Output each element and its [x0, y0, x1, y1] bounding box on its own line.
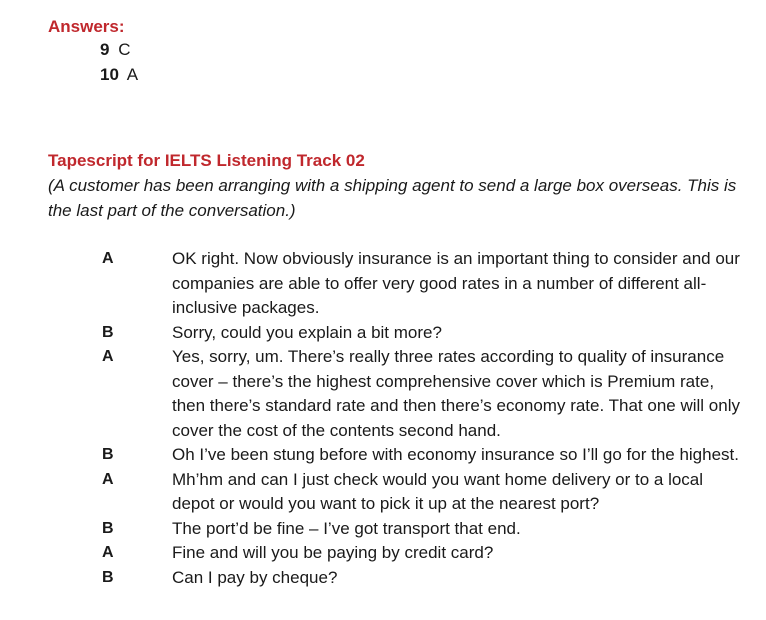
utterance-text: Sorry, could you explain a bit more? [172, 322, 442, 342]
answer-letter: A [126, 65, 139, 84]
utterance-text: The port’d be fine – I’ve got transport that end. [172, 518, 521, 538]
dialogue-turn [0, 517, 766, 542]
answers-heading: Answers: [48, 17, 125, 36]
answer-letter: C [118, 40, 131, 59]
tapescript-context: (A customer has been arranging with a shipping agent to send a large box overseas. This is the last part of the conversation.) [48, 176, 737, 220]
utterance-text: Oh I’ve been stung before with economy insurance so I’ll go for the highest. [172, 445, 739, 464]
answer-number: 9 [100, 40, 110, 59]
speaker-label: B [102, 446, 114, 463]
dialogue-turn [0, 321, 766, 346]
dialogue-turn [0, 468, 766, 517]
dialogue [0, 247, 766, 590]
utterance-text: Fine and will you be paying by credit card? [172, 543, 494, 562]
dialogue-turn [0, 247, 766, 321]
speaker-label: A [102, 250, 114, 267]
answer-number: 10 [100, 65, 119, 84]
speaker-label: A [102, 348, 114, 365]
answer-item [100, 63, 138, 87]
speaker-label: A [102, 544, 114, 561]
utterance-text: Mh’hm and can I just check would you want home delivery or to a local depot or would you want to pick it up at the nearest port? [172, 469, 704, 513]
speaker-label: B [102, 323, 114, 341]
answer-item [100, 38, 130, 62]
dialogue-turn [0, 541, 766, 566]
speaker-label: B [102, 519, 114, 537]
dialogue-turn [0, 566, 766, 591]
dialogue-turn [0, 345, 766, 443]
speaker-label: A [102, 470, 114, 488]
dialogue-turn [0, 443, 766, 468]
utterance-text: Yes, sorry, um. There’s really three rates according to quality of insurance cover – there’s the highest comprehensive cover which is Premium rate, then there’s standard rate and then there’s economy rate. That one will only cover the cost of the contents second hand. [172, 347, 740, 440]
utterance-text: Can I pay by cheque? [172, 567, 338, 587]
speaker-label: B [102, 568, 114, 586]
utterance-text: OK right. Now obviously insurance is an important thing to consider and our companies are able to offer very good rates in a number of different all-inclusive packages. [172, 249, 740, 317]
tapescript-heading: Tapescript for IELTS Listening Track 02 [48, 151, 365, 170]
